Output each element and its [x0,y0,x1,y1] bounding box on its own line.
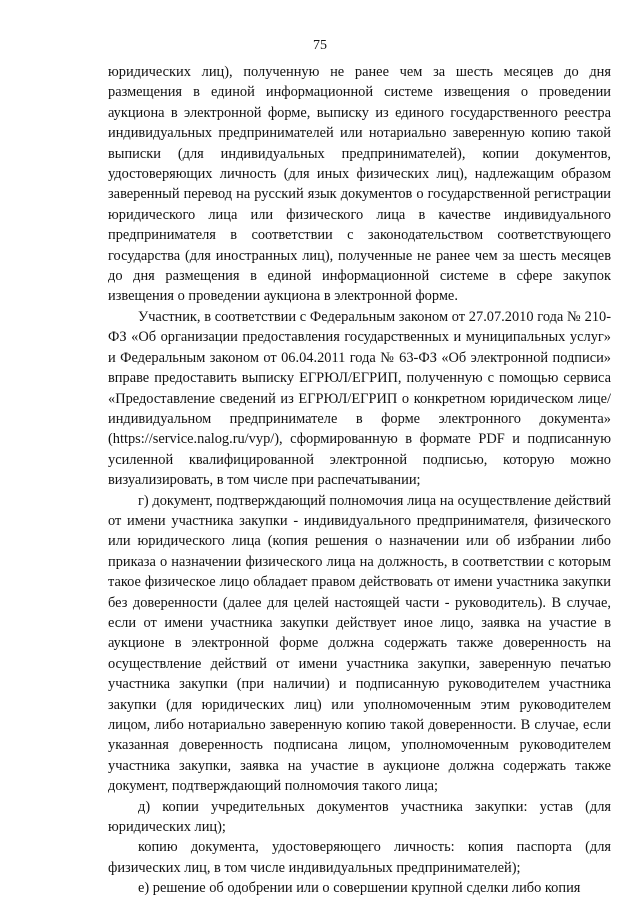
page-number: 75 [313,38,327,53]
paragraph: е) решение об одобрении или о совершении крупной сделки либо копия [138,880,581,897]
paragraph: копию документа, удостоверяющего личность: копия паспорта (для физических лиц, в том числе индивидуальных предпринимателей); [108,839,611,876]
paragraph: г) документ, подтверждающий полномочия лица на осуществление действий от имени участника закупки - индивидуального предпринимателя, физического или юридического лица (копия решения о назначении или об избрании либо приказа о назначении физического лица на должность, в соответствии с которым такое физическое лицо обладает правом действовать от имени участника закупки без доверенности (далее для целей настоящей части - руководитель). В случае, если от имени участника закупки действует иное лицо, заявка на участие в аукционе в электронной форме должна содержать также доверенность на осуществление действий от имени участника закупки, заверенную печатью участника закупки (при наличии) и подписанную руководителем участника закупки (для юридических лиц) или уполномоченным этим руководителем лицом, либо нотариально заверенную копию такой доверенности. В случае, если указанная доверенность подписана лицом, уполномоченным руководителем участника закупки, заявка на участие в аукционе должна содержать также документ, подтверждающий полномочия такого лица; [108,492,611,795]
paragraph: юридических лиц), полученную не ранее чем за шесть месяцев до дня размещения в единой информационной системе извещения о проведении аукциона в электронной форме, выписку из единого государственного реестра индивидуальных предпринимателей или нотариально заверенную копию такой выписки (для индивидуальных предпринимателей), копии документов, удостоверяющих личность (для иных физических лиц), надлежащим образом заверенный перевод на русский язык документов о государственной регистрации юридического лица или физического лица в качестве индивидуального предпринимателя в соответствии с законодательством соответствующего государства (для иностранных лиц), полученные не ранее чем за шесть месяцев до дня размещения в единой информационной системе в сфере закупок извещения о проведении аукциона в электронной форме. [108,64,611,305]
document-body [108,62,611,899]
paragraph: Участник, в соответствии с Федеральным законом от 27.07.2010 года № 210-ФЗ «Об организации предоставления государственных и муниципальных услуг» и Федеральным законом от 06.04.2011 года № 63-ФЗ «Об электронной подписи» вправе предоставить выписку ЕГРЮЛ/ЕГРИП, полученную с помощью сервиса «Предоставление сведений из ЕГРЮЛ/ЕГРИП о конкретном юридическом лице/индивидуальном предпринимателе в форме электронного документа» (https://service.nalog.ru/vyp/), сформированную в формате PDF и подписанную усиленной квалифицированной электронной подписью, которую можно визуализировать, в том числе при распечатывании; [108,308,611,489]
paragraph: д) копии учредительных документов участника закупки: устав (для юридических лиц); [108,798,611,836]
